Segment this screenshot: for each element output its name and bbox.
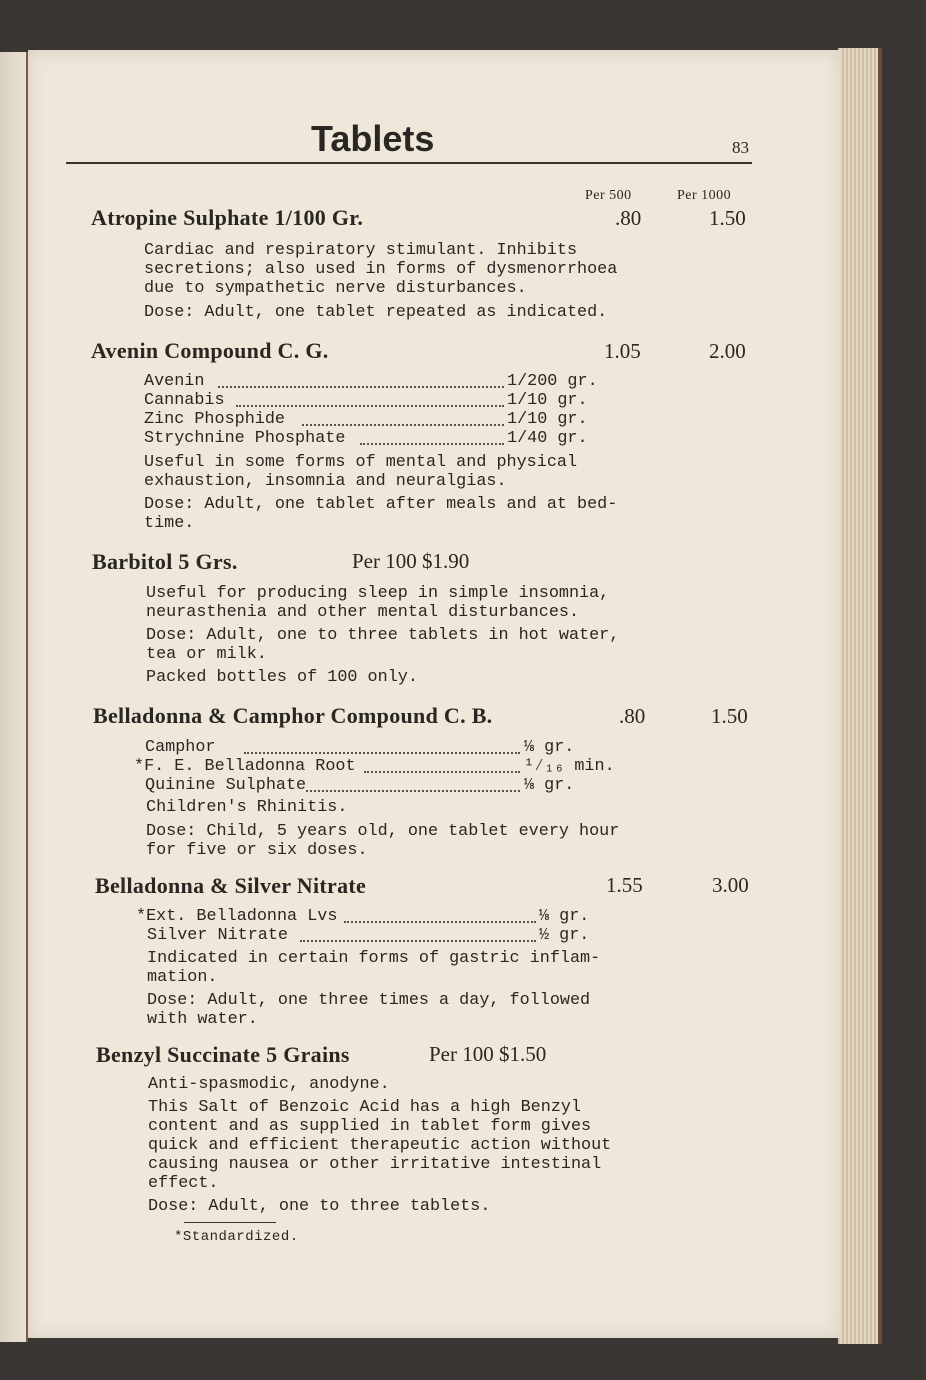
footnote: *Standardized.: [174, 1229, 299, 1245]
description-line: content and as supplied in tablet form gives: [148, 1117, 592, 1136]
ingredient-amount: ⅛ gr.: [524, 738, 575, 757]
dose-text: tea or milk.: [146, 645, 267, 664]
price-per-500: 1.05: [604, 339, 641, 363]
price-per-500: .80: [615, 206, 642, 230]
ingredient-name: *F. E. Belladonna Root: [134, 757, 356, 776]
header-rule: [66, 162, 752, 164]
dose-text: Dose: Adult, one tablet after meals and at bed-: [144, 495, 618, 514]
dose-text: Dose: Adult, one to three tablets.: [148, 1197, 491, 1216]
dot-leader: [344, 921, 536, 923]
book-right-edge: [838, 48, 882, 1344]
ingredient-name: Camphor: [145, 738, 216, 757]
description-line: This Salt of Benzoic Acid has a high Benzyl: [148, 1098, 582, 1117]
description-line: Useful for producing sleep in simple insomnia,: [146, 584, 610, 603]
product-name: Belladonna & Camphor Compound C. B.: [93, 703, 493, 728]
ingredient-name: Zinc Phosphide: [144, 410, 285, 429]
dose-text: Dose: Child, 5 years old, one tablet every hour: [146, 822, 620, 841]
description-line: Children's Rhinitis.: [146, 798, 348, 817]
product-name: Belladonna & Silver Nitrate: [95, 873, 367, 898]
description-line: quick and efficient therapeutic action without: [148, 1136, 612, 1155]
price-per-1000: 1.50: [709, 206, 746, 230]
product-name: Atropine Sulphate 1/100 Gr.: [91, 205, 364, 230]
dot-leader: [360, 443, 504, 445]
ingredient-amount: ⅛ gr.: [539, 907, 590, 926]
dot-leader: [236, 405, 504, 407]
book-left-edge: [0, 52, 28, 1342]
ingredient-amount: ⅛ gr.: [524, 776, 575, 795]
ingredient-amount: ¹⁄₁₆ min.: [524, 757, 615, 776]
description-line: Useful in some forms of mental and physical: [144, 453, 578, 472]
price-per-100: Per 100 $1.50: [429, 1042, 547, 1066]
product-name: Avenin Compound C. G.: [91, 338, 329, 363]
product-name: Barbitol 5 Grs.: [92, 549, 238, 574]
price-per-500: 1.55: [606, 873, 643, 897]
page-number: 83: [732, 138, 749, 157]
price-per-1000: 2.00: [709, 339, 746, 363]
description-line: exhaustion, insomnia and neuralgias.: [144, 472, 507, 491]
column-header-per-500: Per 500: [585, 188, 632, 203]
catalog-page: [28, 50, 840, 1338]
description-line: effect.: [148, 1174, 219, 1193]
ingredient-name: Strychnine Phosphate: [144, 429, 346, 448]
description-line: Cardiac and respiratory stimulant. Inhibits: [144, 241, 578, 260]
note-text: Packed bottles of 100 only.: [146, 668, 418, 687]
dose-text: Dose: Adult, one to three tablets in hot water,: [146, 626, 620, 645]
product-name: Benzyl Succinate 5 Grains: [96, 1042, 350, 1067]
price-per-500: .80: [619, 704, 646, 728]
dot-leader: [300, 940, 536, 942]
dot-leader: [306, 790, 520, 792]
dot-leader: [302, 424, 504, 426]
ingredient-name: Cannabis: [144, 391, 225, 410]
price-per-100: Per 100 $1.90: [352, 549, 470, 573]
dose-text: time.: [144, 514, 195, 533]
ingredient-name: Quinine Sulphate: [145, 776, 307, 795]
price-per-1000: 3.00: [712, 873, 749, 897]
ingredient-amount: 1/40 gr.: [507, 429, 588, 448]
ingredient-amount: 1/10 gr.: [507, 410, 588, 429]
description-line: Anti-spasmodic, anodyne.: [148, 1075, 390, 1094]
ingredient-amount: 1/200 gr.: [507, 372, 598, 391]
ingredient-amount: ½ gr.: [539, 926, 590, 945]
price-per-1000: 1.50: [711, 704, 748, 728]
ingredient-name: Avenin: [144, 372, 205, 391]
description-line: mation.: [147, 968, 218, 987]
description-line: due to sympathetic nerve disturbances.: [144, 279, 527, 298]
description-line: neurasthenia and other mental disturbances.: [146, 603, 580, 622]
ingredient-name: Silver Nitrate: [147, 926, 288, 945]
dot-leader: [364, 771, 520, 773]
page-title: Tablets: [311, 118, 435, 159]
dose-text: for five or six doses.: [146, 841, 368, 860]
description-line: causing nausea or other irritative intestinal: [148, 1155, 602, 1174]
description-line: Indicated in certain forms of gastric inflam-: [147, 949, 601, 968]
column-header-per-1000: Per 1000: [677, 188, 732, 203]
description-line: secretions; also used in forms of dysmenorrhoea: [144, 260, 618, 279]
dot-leader: [244, 752, 520, 754]
ingredient-amount: 1/10 gr.: [507, 391, 588, 410]
dot-leader: [218, 386, 504, 388]
dose-text: Dose: Adult, one three times a day, followed: [147, 991, 591, 1010]
dose-text: Dose: Adult, one tablet repeated as indicated.: [144, 303, 608, 322]
dose-text: with water.: [147, 1010, 258, 1029]
footnote-rule: [184, 1222, 276, 1223]
ingredient-name: *Ext. Belladonna Lvs: [136, 907, 338, 926]
